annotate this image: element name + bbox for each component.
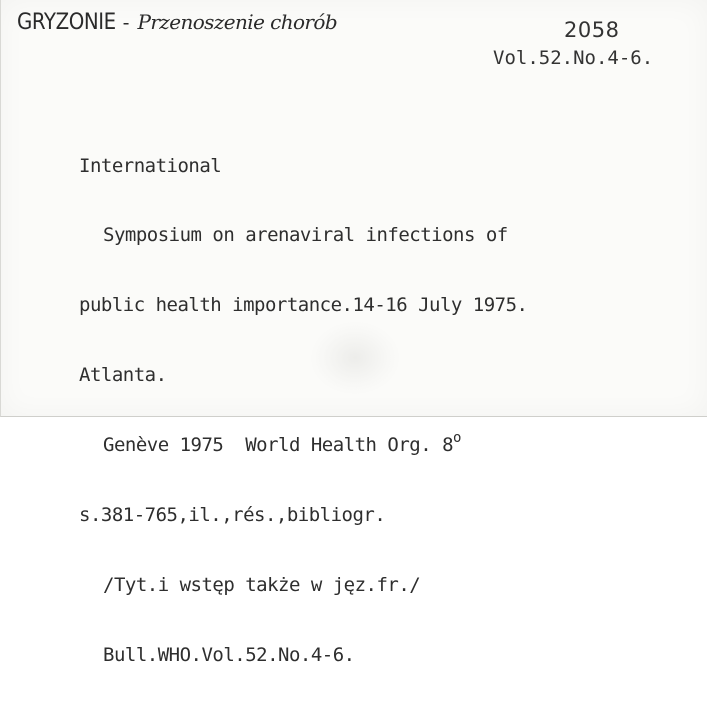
description-line-imprint [79,430,528,457]
description-line-series: Bull.WHO.Vol.52.No.4-6. [103,643,355,666]
volume-reference: Vol.52.No.4-6. [493,47,654,69]
description-line-collation: s.381-765,il.,rés.,bibliogr. [79,504,386,527]
topic-heading: Przenoszenie chorób [137,10,338,34]
format-superscript: o [453,430,461,447]
card-heading [17,10,337,35]
bibliographic-description [79,108,528,714]
heading-dash: - [122,12,130,34]
imprint-text: Genève 1975 World Health Org. 8 [103,434,454,457]
call-number: 2058 [564,18,620,42]
subject-heading: GRYZONIE [17,10,116,35]
description-line-place: Atlanta. [79,364,167,387]
description-line-title-cont: public health importance.14-16 July 1975. [79,294,528,317]
description-line-note: /Tyt.i wstęp także w jęz.fr./ [103,573,421,596]
description-line-title: Symposium on arenaviral infections of [103,224,508,247]
description-line-author: International [79,154,222,177]
